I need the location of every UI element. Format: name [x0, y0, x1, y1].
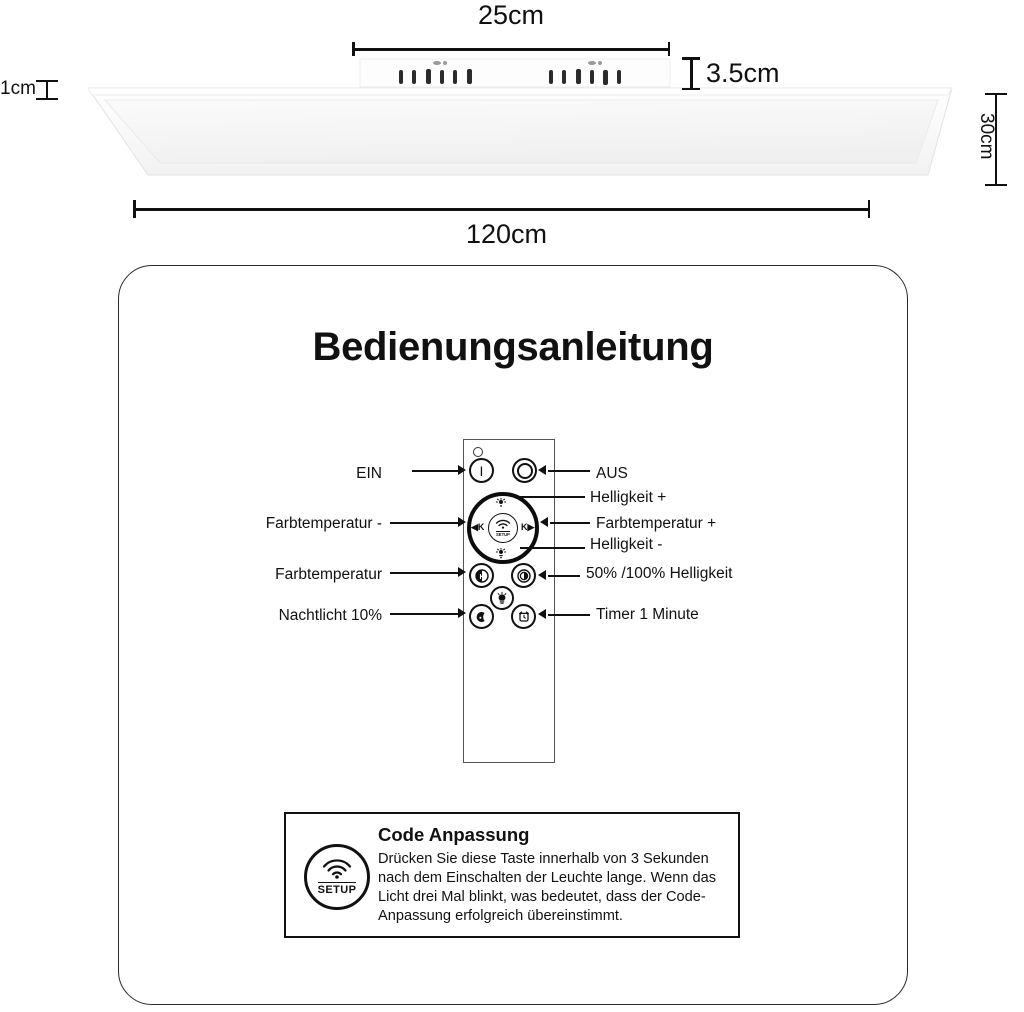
callout-farbtemperatur: Farbtemperatur — [275, 566, 382, 583]
leader-helligkeit-50-100 — [548, 575, 580, 577]
product-dimension-diagram — [0, 0, 1024, 255]
callout-ein: EIN — [356, 465, 382, 482]
arrow-helligkeit-50-100 — [538, 570, 546, 580]
dimension-label-30cm: 30cm — [976, 113, 997, 160]
leader-aus — [548, 470, 590, 472]
svg-text:K: K — [478, 573, 485, 581]
page-title: Bedienungsanleitung — [312, 325, 714, 369]
arrow-nachtlicht — [458, 608, 466, 618]
color-temperature-button[interactable] — [469, 563, 494, 588]
color-temperature-icon — [474, 568, 490, 584]
wifi-setup-button[interactable] — [488, 513, 518, 543]
bulb-icon — [495, 591, 509, 605]
power-on-button[interactable] — [469, 458, 494, 483]
power-off-icon — [517, 463, 533, 479]
brightness-down-icon[interactable] — [495, 548, 509, 562]
arrow-farbtemperatur-minus — [458, 517, 466, 527]
wifi-setup-icon — [494, 519, 512, 531]
callout-farbtemperatur-plus: Farbtemperatur + — [596, 515, 717, 532]
code-anpassung-box — [284, 812, 740, 938]
callout-helligkeit-minus: Helligkeit - — [590, 536, 663, 553]
moon-icon — [474, 609, 490, 625]
leader-helligkeit-minus — [520, 547, 585, 549]
dimension-label-120cm: 120cm — [466, 219, 548, 249]
dimension-bar-35cm — [682, 57, 700, 90]
night-light-button[interactable] — [469, 604, 494, 629]
dimension-bar-25cm — [352, 42, 670, 56]
callout-nachtlicht: Nachtlicht 10% — [278, 607, 382, 624]
wifi-setup-icon — [320, 858, 354, 880]
remote-status-led-icon — [473, 447, 483, 457]
power-off-button[interactable] — [512, 458, 537, 483]
timer-button[interactable] — [511, 604, 536, 629]
setup-badge-label: SETUP — [317, 884, 357, 896]
leader-ein — [412, 470, 460, 472]
leader-farbtemperatur-plus — [550, 522, 590, 524]
color-temp-up-icon[interactable]: K▶ — [521, 522, 535, 532]
brightness-half-icon — [516, 568, 532, 584]
callout-timer: Timer 1 Minute — [596, 606, 699, 623]
panel-light-surface — [105, 100, 938, 163]
setup-badge — [304, 844, 370, 910]
power-on-icon: I — [479, 462, 484, 479]
callout-aus: AUS — [596, 465, 628, 482]
arrow-ein — [458, 465, 466, 475]
bulb-button[interactable] — [490, 586, 514, 610]
setup-sublabel: SETUP — [496, 531, 510, 537]
panel-edge-face — [88, 88, 952, 95]
mounting-bracket — [360, 59, 670, 87]
leader-farbtemperatur-minus — [390, 522, 460, 524]
callout-helligkeit-plus: Helligkeit + — [590, 489, 667, 506]
callout-helligkeit-50-100: 50% /100% Helligkeit — [586, 565, 733, 582]
callout-farbtemperatur-minus: Farbtemperatur - — [265, 515, 382, 532]
brightness-up-icon[interactable] — [495, 498, 509, 512]
alarm-clock-icon — [516, 609, 532, 625]
code-box-title: Code Anpassung — [378, 824, 530, 845]
brightness-toggle-button[interactable] — [511, 563, 536, 588]
code-box-body: Drücken Sie diese Taste innerhalb von 3 Sekunden nach dem Einschalten der Leuchte lange. Wenn das Licht drei Mal blinkt, was bedeutet, dass der Code-Anpassung erfolgreich übereinstimmt. — [378, 851, 717, 925]
dimension-label-25cm: 25cm — [478, 0, 545, 30]
arrow-farbtemperatur — [458, 567, 466, 577]
arrow-farbtemperatur-plus — [540, 517, 548, 527]
leader-helligkeit-plus — [520, 496, 585, 498]
dimension-label-1cm: 1cm — [0, 78, 36, 99]
dimension-label-35cm: 3.5cm — [706, 58, 780, 88]
leader-farbtemperatur — [390, 572, 460, 574]
leader-nachtlicht — [390, 613, 460, 615]
leader-timer — [548, 614, 590, 616]
color-temp-down-icon[interactable]: ◀K — [471, 522, 485, 532]
dimension-bar-120cm — [133, 200, 870, 218]
arrow-aus — [538, 465, 546, 475]
arrow-timer — [538, 609, 546, 619]
dimension-bar-1cm — [36, 80, 58, 100]
